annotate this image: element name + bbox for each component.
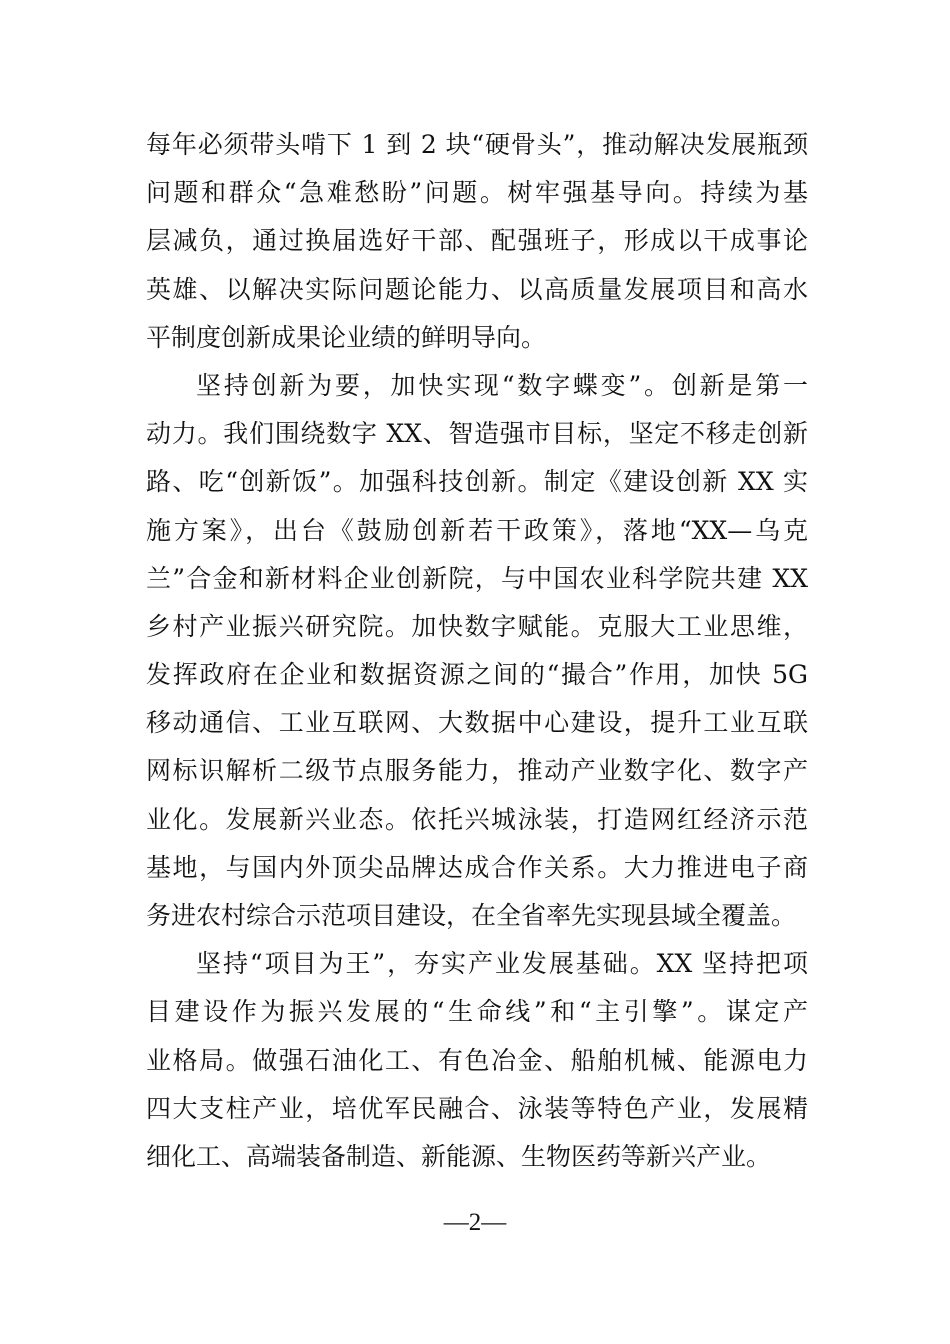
text-line: 路、吃“创新饭”。加强科技创新。制定《建设创新 XX 实 xyxy=(146,467,808,497)
text-line: 坚持创新为要，加快实现“数字蝶变”。创新是第一 xyxy=(196,370,808,400)
text-line: 业格局。做强石油化工、有色冶金、船舶机械、能源电力 xyxy=(146,1045,808,1075)
text-line: 务进农村综合示范项目建设，在全省率先实现县域全覆盖。 xyxy=(146,901,797,930)
paragraph-1 xyxy=(146,121,808,362)
text-line: 业化。发展新兴业态。依托兴城泳装，打造网红经济示范 xyxy=(146,804,808,834)
page-number: —2— xyxy=(443,1209,507,1236)
text-line: 兰”合金和新材料企业创新院，与中国农业科学院共建 XX xyxy=(146,563,808,593)
paragraph-3 xyxy=(146,940,808,1181)
text-line: 发挥政府在企业和数据资源之间的“撮合”作用，加快 5G xyxy=(146,660,808,690)
text-line: 问题和群众“急难愁盼”问题。树牢强基导向。持续为基 xyxy=(146,178,808,208)
text-line: 层减负，通过换届选好干部、配强班子，形成以干成事论 xyxy=(146,226,808,256)
text-line: 英雄、以解决实际问题论能力、以高质量发展项目和高水 xyxy=(146,274,808,304)
text-line: 动力。我们围绕数字 XX、智造强市目标，坚定不移走创新 xyxy=(146,419,808,449)
text-line: 网标识解析二级节点服务能力，推动产业数字化、数字产 xyxy=(146,756,808,786)
body-text xyxy=(146,121,808,1181)
text-line: 基地，与国内外顶尖品牌达成合作关系。大力推进电子商 xyxy=(146,852,808,882)
text-line: 每年必须带头啃下 1 到 2 块“硬骨头”，推动解决发展瓶颈 xyxy=(146,130,808,159)
text-line: 移动通信、工业互联网、大数据中心建设，提升工业互联 xyxy=(146,708,808,738)
text-line: 细化工、高端装备制造、新能源、生物医药等新兴产业。 xyxy=(146,1141,772,1171)
text-line: 四大支柱产业，培优军民融合、泳装等特色产业，发展精 xyxy=(146,1093,808,1123)
text-line: 施方案》，出台《鼓励创新若干政策》，落地“XX—乌克 xyxy=(146,515,808,545)
text-line: 平制度创新成果论业绩的鲜明导向。 xyxy=(146,322,547,352)
text-line: 目建设作为振兴发展的“生命线”和“主引擎”。谋定产 xyxy=(146,997,808,1027)
text-line: 坚持“项目为王”，夯实产业发展基础。XX 坚持把项 xyxy=(196,949,808,979)
text-line: 乡村产业振兴研究院。加快数字赋能。克服大工业思维， xyxy=(146,611,808,641)
paragraph-2 xyxy=(146,362,808,940)
